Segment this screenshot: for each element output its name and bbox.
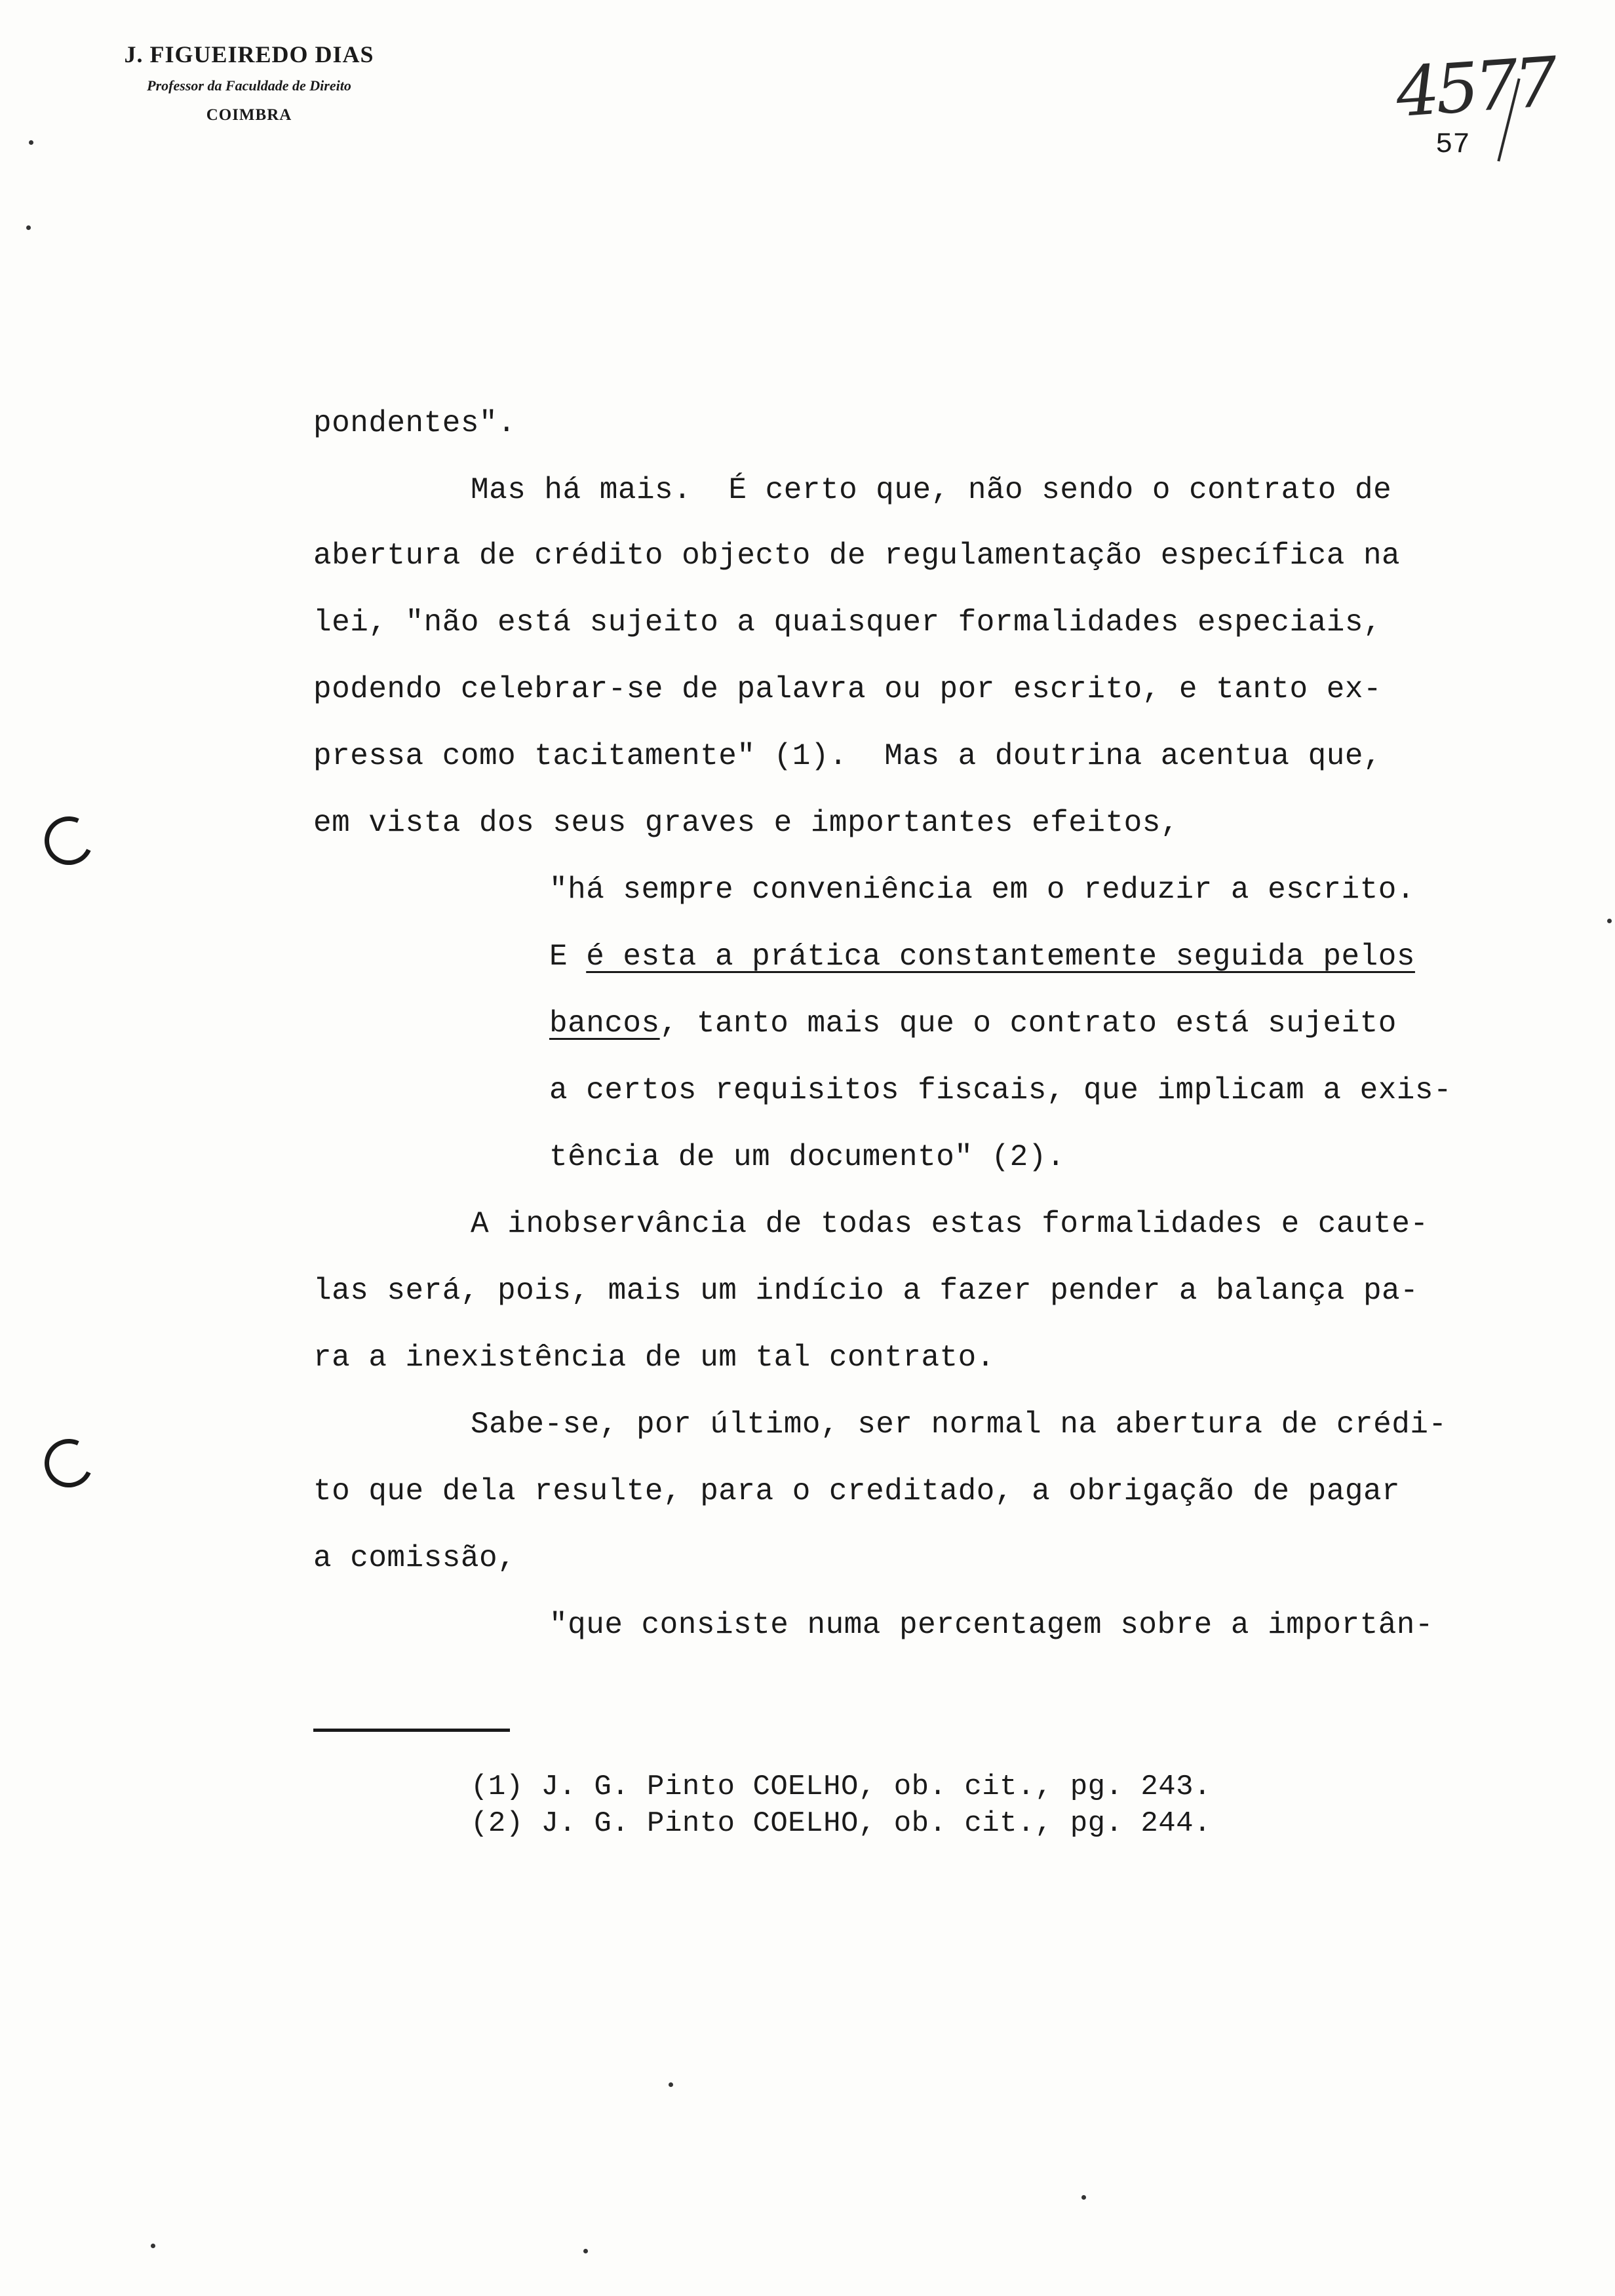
letterhead — [92, 41, 406, 124]
text-line: lei, "não está sujeito a quaisquer formalidades especiais, — [313, 605, 1382, 640]
footnote-separator — [313, 1729, 510, 1732]
scan-speck — [583, 2249, 588, 2253]
scan-speck — [669, 2082, 673, 2087]
letterhead-name: J. FIGUEIREDO DIAS — [124, 41, 374, 67]
scan-speck — [26, 225, 31, 230]
text-line: Mas há mais. É certo que, não sendo o contrato de — [471, 473, 1392, 507]
letterhead-city: COIMBRA — [206, 106, 292, 124]
underlined-text: bancos — [549, 1006, 660, 1041]
text-line: Sabe-se, por último, ser normal na abertura de crédi- — [471, 1407, 1447, 1442]
underlined-text: é esta a prática constantemente seguida pelos — [586, 940, 1415, 974]
text-line: a comissão, — [313, 1541, 516, 1575]
page-number: 57 — [1435, 128, 1470, 161]
punch-hole — [38, 1432, 100, 1495]
punch-hole — [38, 810, 100, 872]
text-line: abertura de crédito objecto de regulamentação específica na — [313, 539, 1401, 573]
scan-speck — [1081, 2195, 1086, 2200]
scan-speck — [29, 140, 33, 145]
text-line: em vista dos seus graves e importantes efeitos, — [313, 806, 1179, 840]
quote-line: tência de um documento" (2). — [549, 1140, 1065, 1174]
quote-line: "há sempre conveniência em o reduzir a escrito. — [549, 873, 1415, 907]
quote-line — [549, 940, 1415, 974]
footnote: (1) J. G. Pinto COELHO, ob. cit., pg. 243. — [471, 1770, 1211, 1803]
handwritten-mark: 4577 — [1393, 41, 1557, 133]
text-line: pondentes". — [313, 406, 516, 440]
letterhead-title: Professor da Faculdade de Direito — [147, 77, 351, 94]
footnote: (2) J. G. Pinto COELHO, ob. cit., pg. 244. — [471, 1807, 1211, 1840]
text-line: podendo celebrar-se de palavra ou por escrito, e tanto ex- — [313, 672, 1382, 706]
quote-line: "que consiste numa percentagem sobre a importân- — [549, 1608, 1434, 1642]
scan-speck — [151, 2244, 155, 2248]
text-line: ra a inexistência de um tal contrato. — [313, 1341, 995, 1375]
quote-line-rest: , tanto mais que o contrato está sujeito — [659, 1006, 1397, 1041]
text-line: to que dela resulte, para o creditado, a obrigação de pagar — [313, 1474, 1401, 1508]
quote-line — [549, 1006, 1397, 1041]
text-line: A inobservância de todas estas formalidades e caute- — [471, 1207, 1429, 1241]
quote-line: a certos requisitos fiscais, que implicam a exis- — [549, 1073, 1452, 1107]
text-line: las será, pois, mais um indício a fazer pender a balança pa- — [313, 1274, 1419, 1308]
text-line: pressa como tacitamente" (1). Mas a doutrina acentua que, — [313, 739, 1382, 773]
quote-line-start: E — [549, 940, 587, 974]
scan-speck — [1607, 919, 1612, 923]
